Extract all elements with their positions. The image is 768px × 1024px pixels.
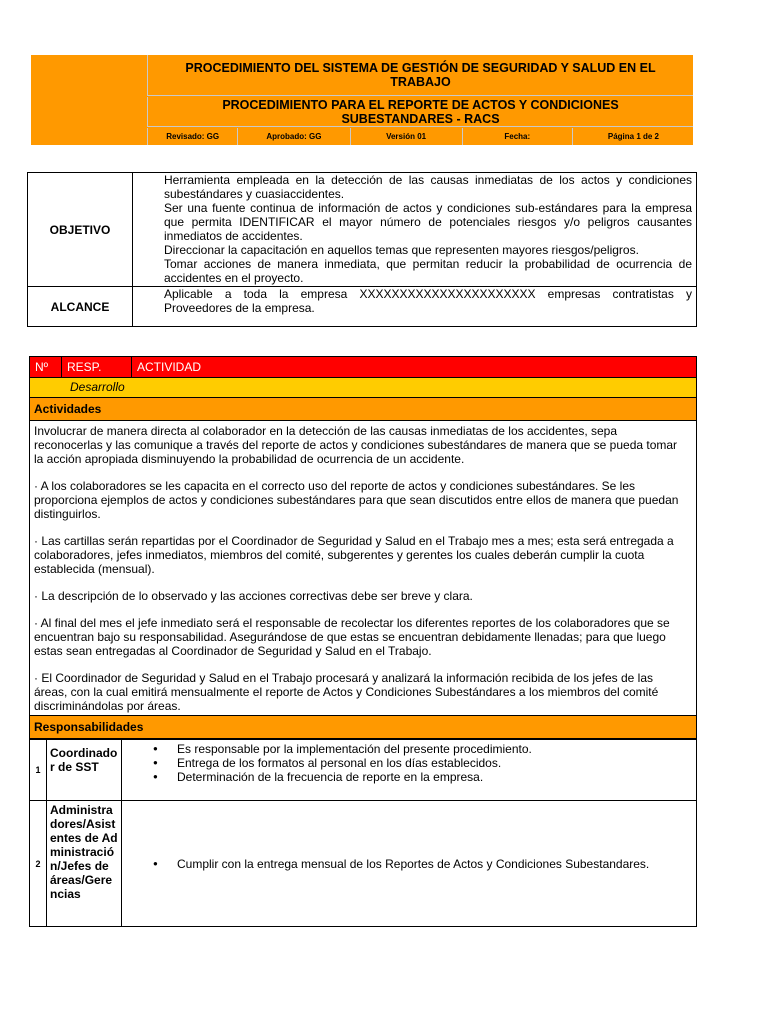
actividades-header: Actividades [30, 398, 696, 421]
actividad-paragraph: Involucrar de manera directa al colaborador en la detección de las causas inmediatas de los accidentes, sepa reconocerlas y las comunique a través del reporte de actos y condiciones subestándares de manera que se pueda tomar la acción apropiada disminuyendo la probabilidad de ocurrencia de un accidente. [34, 424, 678, 466]
row-responsible: Administradores/Asistentes de Administración/Jefes de áreas/Gerencias [47, 801, 122, 926]
meta-revisado: Revisado: GG [148, 128, 238, 145]
responsibility-list [122, 857, 696, 871]
actividad-paragraph: · Al final del mes el jefe inmediato será el responsable de recolectar los diferentes reportes de los colaboradores que se encuentran bajo su responsabilidad. Asegurándose de que estas se encuentran debidamente llenadas; para que luego estas sean entregadas al Coordinador de Seguridad y Salud en el Trabajo. [34, 616, 670, 658]
row-number: 2 [30, 801, 47, 926]
objective-scope-table [27, 172, 697, 327]
responsabilidad-row [30, 739, 696, 800]
alcance-text [133, 287, 696, 327]
actividad-paragraph: · La descripción de lo observado y las acciones correctivas debe ser breve y clara. [34, 589, 473, 603]
alcance-label: ALCANCE [28, 287, 133, 327]
objetivo-line: Herramienta empleada en la detección de las causas inmediatas de los actos y condiciones subestándares y cuasiaccidentes. [164, 173, 692, 201]
meta-fecha: Fecha: [463, 128, 573, 145]
row-responsible: Coordinador de SST [47, 740, 122, 800]
objetivo-line: Ser una fuente continua de información de actos y condiciones sub-estándares para la empresa que permita IDENTIFICAR el mayor número de potenciales riesgos y/o peligros causantes inmediatos de accidentes. [164, 201, 692, 243]
meta-pagina: Página 1 de 2 [607, 132, 659, 141]
actividades-text [30, 421, 696, 716]
actividad-paragraph: · El Coordinador de Seguridad y Salud en el Trabajo procesará y analizará la información recibida de los jefes de las áreas, con la cual emitirá mensualmente el reporte de Actos y Condiciones Subestándares a los miembros del comité discriminándolas por áreas. [34, 671, 659, 713]
list-item: ● Cumplir con la entrega mensual de los Reportes de Actos y Condiciones Subestandares. [177, 857, 696, 871]
responsibility-list [122, 742, 696, 784]
table-header-row [30, 357, 696, 377]
meta-aprobado: Aprobado: GG [238, 128, 350, 145]
col-resp: RESP. [62, 357, 132, 377]
col-actividad: ACTIVIDAD [137, 360, 202, 374]
objetivo-line: Direccionar la capacitación en aquellos temas que representen mayores riesgos/peligros. [164, 243, 639, 257]
row-number: 1 [30, 740, 47, 800]
objetivo-text [133, 173, 696, 287]
list-item: ● Entrega de los formatos al personal en los días establecidos. [177, 756, 696, 770]
document-title: PROCEDIMIENTO DEL SISTEMA DE GESTIÓN DE SEGURIDAD Y SALUD EN EL TRABAJO [147, 55, 693, 96]
document-header [31, 55, 693, 145]
objetivo-label: OBJETIVO [28, 173, 133, 287]
document-subtitle: PROCEDIMIENTO PARA EL REPORTE DE ACTOS Y CONDICIONES SUBESTANDARES - RACS [147, 97, 693, 127]
list-item: ● Es responsable por la implementación del presente procedimiento. [177, 742, 696, 756]
responsabilidad-row [30, 800, 696, 926]
objetivo-line: Tomar acciones de manera inmediata, que permitan reducir la probabilidad de ocurrencia de accidentes en el proyecto. [164, 257, 692, 285]
document-meta [147, 128, 694, 145]
desarrollo-row: Desarrollo [30, 377, 696, 398]
list-item: ● Determinación de la frecuencia de reporte en la empresa. [177, 770, 696, 784]
logo-placeholder [31, 55, 147, 145]
col-num: Nº [30, 357, 62, 377]
actividad-paragraph: · Las cartillas serán repartidas por el Coordinador de Seguridad y Salud en el Trabajo mes a mes; esta será entregada a colaboradores, jefes inmediatos, miembros del comité, subgerentes y gerentes los cuales deberán cumplir la cuota establecida (mensual). [34, 534, 674, 576]
responsabilidades-header: Responsabilidades [30, 716, 696, 739]
alcance-line: Aplicable a toda la empresa XXXXXXXXXXXXXXXXXXXXXX empresas contratistas y Proveedores de la empresa. [164, 287, 692, 315]
activity-table [29, 356, 697, 927]
actividad-paragraph: · A los colaboradores se les capacita en el correcto uso del reporte de actos y condiciones subestándares. Se les proporciona ejemplos de actos y condiciones subestándares para que sean discutidos entre ellos de manera que puedan distinguirlos. [34, 479, 679, 521]
meta-version: Versión 01 [351, 128, 463, 145]
